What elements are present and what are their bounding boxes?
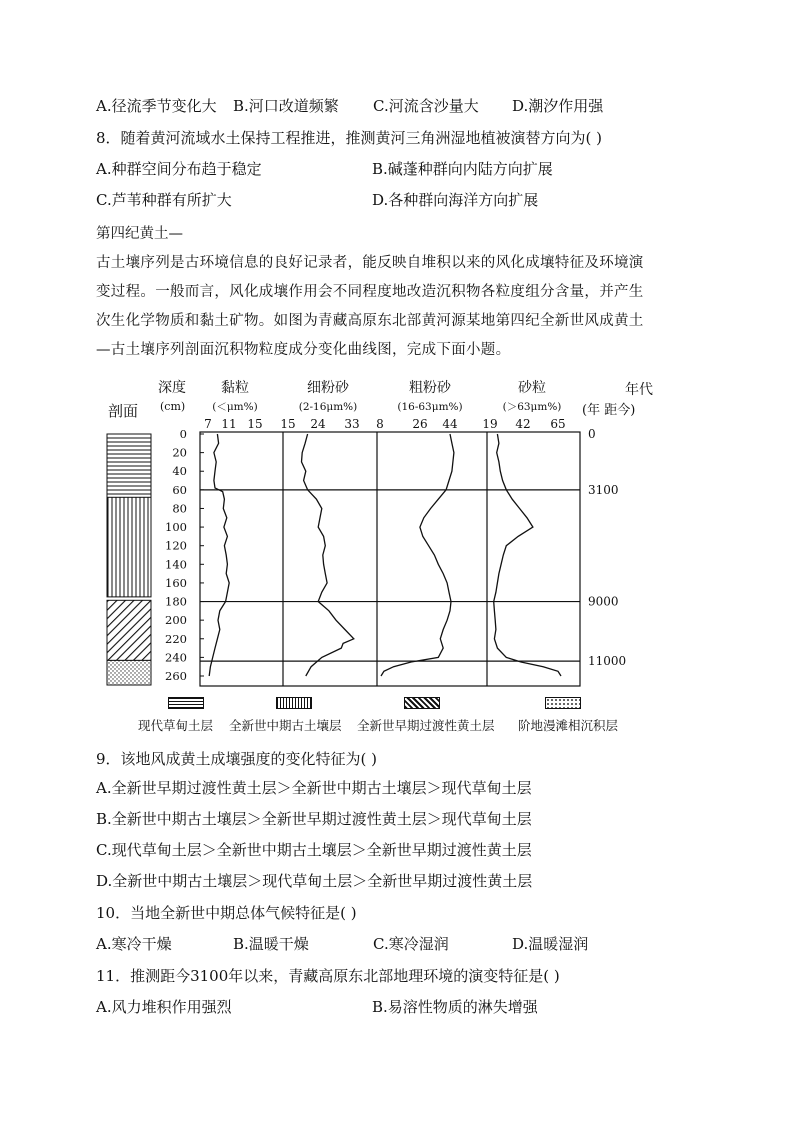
depth-tick-label: 120 xyxy=(165,538,187,553)
age-tick-label: 0 xyxy=(588,427,596,441)
tick-label: 11 xyxy=(221,417,237,431)
q10-stem: 10．当地全新世中期总体气候特征是( ) xyxy=(96,904,357,922)
curve-2 xyxy=(302,434,354,676)
q10-option-b: B.温暖干燥 xyxy=(233,935,309,953)
legend-swatch-meadow xyxy=(168,697,204,709)
panel-title: 砂粒 xyxy=(518,380,546,396)
profile-layer-paleosol xyxy=(107,497,151,597)
depth-tick-label: 160 xyxy=(165,575,187,590)
legend-floodplain: 阶地漫滩相沉积层 xyxy=(518,718,619,733)
tick-label: 65 xyxy=(550,417,566,431)
panel-unit: (16-63μm%) xyxy=(397,401,463,413)
panel-unit: (＞63μm%) xyxy=(502,401,562,413)
panel-title: 细粉砂 xyxy=(307,380,349,396)
depth-tick-label: 100 xyxy=(165,520,187,535)
grain-size-chart xyxy=(90,372,710,712)
depth-tick-label: 0 xyxy=(179,427,187,441)
paragraph-line: —古土壤序列剖面沉积物粒度成分变化曲线图，完成下面小题。 xyxy=(96,342,511,358)
q8-stem: 8．随着黄河流域水土保持工程推进，推测黄河三角洲湿地植被演替方向为( ) xyxy=(96,129,603,147)
panel-title: 黏粒 xyxy=(221,380,249,396)
curve-4 xyxy=(494,434,561,676)
tick-label: 15 xyxy=(280,417,296,431)
tick-label: 44 xyxy=(442,417,458,431)
tick-label: 15 xyxy=(247,417,263,431)
paragraph-line: 次生化学物质和黏土矿物。如图为青藏高原东北部黄河源某地第四纪全新世风成黄土 xyxy=(96,313,644,329)
age-tick-label: 9000 xyxy=(588,594,619,609)
q7-option-b: B.河口改道频繁 xyxy=(233,97,339,115)
q9-stem: 9．该地风成黄土成壤强度的变化特征为( ) xyxy=(96,750,378,768)
age-unit: (年 距今) xyxy=(582,403,636,418)
depth-tick-label: 260 xyxy=(165,669,187,683)
tick-label: 42 xyxy=(515,417,531,431)
age-label: 年代 xyxy=(625,382,653,398)
depth-tick-label: 140 xyxy=(165,557,187,572)
tick-label: 26 xyxy=(412,417,428,431)
depth-tick-label: 60 xyxy=(172,482,187,497)
q8-option-a: A.种群空间分布趋于稳定 xyxy=(96,160,262,178)
q7-option-c: C.河流含沙量大 xyxy=(373,97,479,115)
q9-option-a: A.全新世早期过渡性黄土层＞全新世中期古土壤层＞现代草甸土层 xyxy=(96,779,532,797)
curve-1 xyxy=(209,434,229,676)
depth-tick-label: 220 xyxy=(165,631,187,646)
age-tick-label: 3100 xyxy=(588,482,619,497)
depth-tick-label: 180 xyxy=(165,594,187,609)
legend-meadow: 现代草甸土层 xyxy=(138,718,214,733)
section-heading: 第四纪黄土— xyxy=(96,226,183,242)
depth-tick-label: 80 xyxy=(172,501,187,516)
tick-label: 33 xyxy=(344,417,360,431)
depth-tick-label: 20 xyxy=(172,445,187,460)
panel-unit: (2-16μm%) xyxy=(298,401,358,413)
legend-swatch-transitional xyxy=(404,697,440,709)
q10-option-d: D.温暖湿润 xyxy=(512,935,589,953)
depth-tick-label: 200 xyxy=(165,613,187,628)
depth-unit: (cm) xyxy=(160,400,186,413)
panel-unit: (＜μm%) xyxy=(212,401,258,413)
depth-tick-label: 240 xyxy=(165,650,187,665)
q11-option-b: B.易溶性物质的淋失增强 xyxy=(372,998,538,1016)
q9-option-b: B.全新世中期古土壤层＞全新世早期过渡性黄土层＞现代草甸土层 xyxy=(96,810,532,828)
profile-layer-transitional-loess xyxy=(107,600,151,660)
q10-option-a: A.寒冷干燥 xyxy=(96,935,172,953)
q7-option-d: D.潮汐作用强 xyxy=(512,97,604,115)
q9-option-d: D.全新世中期古土壤层＞现代草甸土层＞全新世早期过渡性黄土层 xyxy=(96,872,533,890)
q7-option-a: A.径流季节变化大 xyxy=(96,97,217,115)
q10-option-c: C.寒冷湿润 xyxy=(373,935,449,953)
age-tick-label: 11000 xyxy=(588,654,627,669)
tick-label: 24 xyxy=(310,417,326,431)
panel-title: 粗粉砂 xyxy=(409,380,451,396)
tick-label: 8 xyxy=(376,417,384,431)
paragraph-line: 古土壤序列是古环境信息的良好记录者，能反映自堆积以来的风化成壤特征及环境演 xyxy=(96,255,644,271)
q8-option-b: B.碱蓬种群向内陆方向扩展 xyxy=(372,160,553,178)
tick-label: 7 xyxy=(204,417,212,431)
legend-swatch-floodplain xyxy=(545,697,581,709)
tick-label: 19 xyxy=(482,417,498,431)
q8-option-d: D.各种群向海洋方向扩展 xyxy=(372,191,539,209)
section-paragraph xyxy=(96,249,708,365)
chart-frame xyxy=(200,432,580,686)
depth-label: 深度 xyxy=(158,380,186,396)
profile-label: 剖面 xyxy=(108,402,139,420)
legend-paleosol: 全新世中期古土壤层 xyxy=(229,718,342,733)
q11-option-a: A.风力堆积作用强烈 xyxy=(96,998,232,1016)
q8-option-c: C.芦苇种群有所扩大 xyxy=(96,191,232,209)
curve-3 xyxy=(381,434,454,676)
profile-layer-floodplain xyxy=(107,660,151,685)
depth-tick-label: 40 xyxy=(172,464,187,479)
q9-option-c: C.现代草甸土层＞全新世中期古土壤层＞全新世早期过渡性黄土层 xyxy=(96,841,532,859)
paragraph-line: 变过程。一般而言，风化成壤作用会不同程度地改造沉积物各粒度组分含量，并产生 xyxy=(96,284,644,300)
legend-transitional: 全新世早期过渡性黄土层 xyxy=(357,718,495,733)
q11-stem: 11．推测距今3100年以来，青藏高原东北部地理环境的演变特征是( ) xyxy=(96,967,560,985)
legend-swatch-paleosol xyxy=(276,697,312,709)
